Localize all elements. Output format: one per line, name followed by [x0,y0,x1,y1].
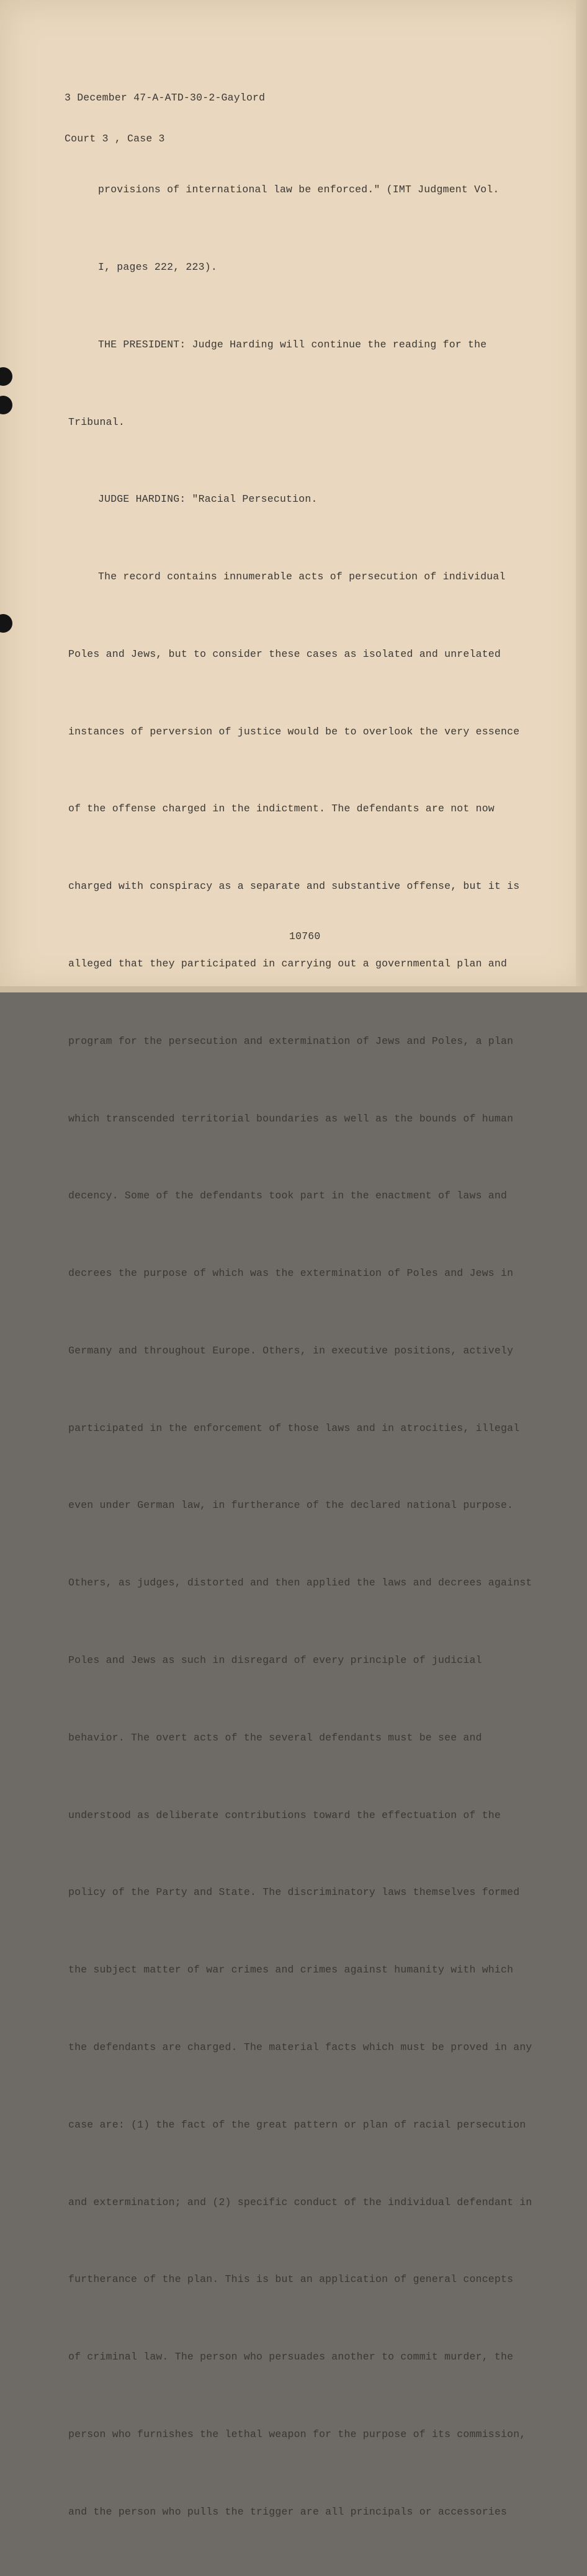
body-line: of criminal law. The person who persuades another to commit murder, the [68,2351,514,2363]
body-line: THE PRESIDENT: Judge Harding will continue the reading for the [98,338,487,350]
body-line: decency. Some of the defendants took part in the enactment of laws and [68,1190,508,1202]
body-line: furtherance of the plan. This is but an application of general concepts [68,2273,514,2286]
body-line: of the offense charged in the indictment. The defendants are not now [68,803,495,815]
body-line: charged with conspiracy as a separate and substantive offense, but it is [68,880,520,893]
body-line: understood as deliberate contributions toward the effectuation of the [68,1809,501,1821]
body-line: case are: (1) the fact of the great pattern or plan of racial persecution [68,2118,526,2131]
body-line: even under German law, in furtherance of the declared national purpose. [68,1499,514,1512]
body-line: I, pages 222, 223). [98,261,217,273]
body-line: and the person who pulls the trigger are all principals or accessories [68,2505,508,2518]
body-line: JUDGE HARDING: "Racial Persecution. [98,493,318,506]
document-body [68,125,532,2576]
body-line: the defendants are charged. The material facts which must be proved in any [68,2041,532,2053]
body-line: Poles and Jews as such in disregard of every principle of judicial [68,1654,482,1667]
body-line: person who furnishes the lethal weapon for the purpose of its commission, [68,2428,526,2440]
body-line: Others, as judges, distorted and then applied the laws and decrees against [68,1577,532,1589]
body-line: which transcended territorial boundaries as well as the bounds of human [68,1112,514,1125]
body-line: Poles and Jews, but to consider these cases as isolated and unrelated [68,648,501,660]
body-line: Tribunal. [68,416,125,428]
header-reference: 3 December 47-A-ATD-30-2-Gaylord [65,92,266,104]
body-line: behavior. The overt acts of the several defendants must be see and [68,1731,482,1744]
body-line: participated in the enforcement of those laws and in atrocities, illegal [68,1422,520,1434]
header-court-case: Court 3 , Case 3 [65,133,165,145]
punch-hole [0,614,12,633]
body-line: Germany and throughout Europe. Others, in executive positions, actively [68,1344,514,1357]
body-line: program for the persecution and extermination of Jews and Poles, a plan [68,1035,514,1047]
page-edge [576,0,587,992]
body-line: policy of the Party and State. The discriminatory laws themselves formed [68,1886,520,1899]
body-line: provisions of international law be enforced." (IMT Judgment Vol. [98,184,500,196]
body-line: and extermination; and (2) specific conduct of the individual defendant in [68,2196,532,2208]
punch-hole [0,396,12,414]
body-line: instances of perversion of justice would be to overlook the very essence [68,725,520,738]
body-line: alleged that they participated in carrying out a governmental plan and [68,958,508,969]
body-line: the subject matter of war crimes and crimes against humanity with which [68,1964,514,1976]
punch-hole [0,367,12,386]
body-line: The record contains innumerable acts of persecution of individual [98,571,506,583]
page-number: 10760 [289,930,321,942]
body-line: decrees the purpose of which was the extermination of Poles and Jews in [68,1267,514,1280]
